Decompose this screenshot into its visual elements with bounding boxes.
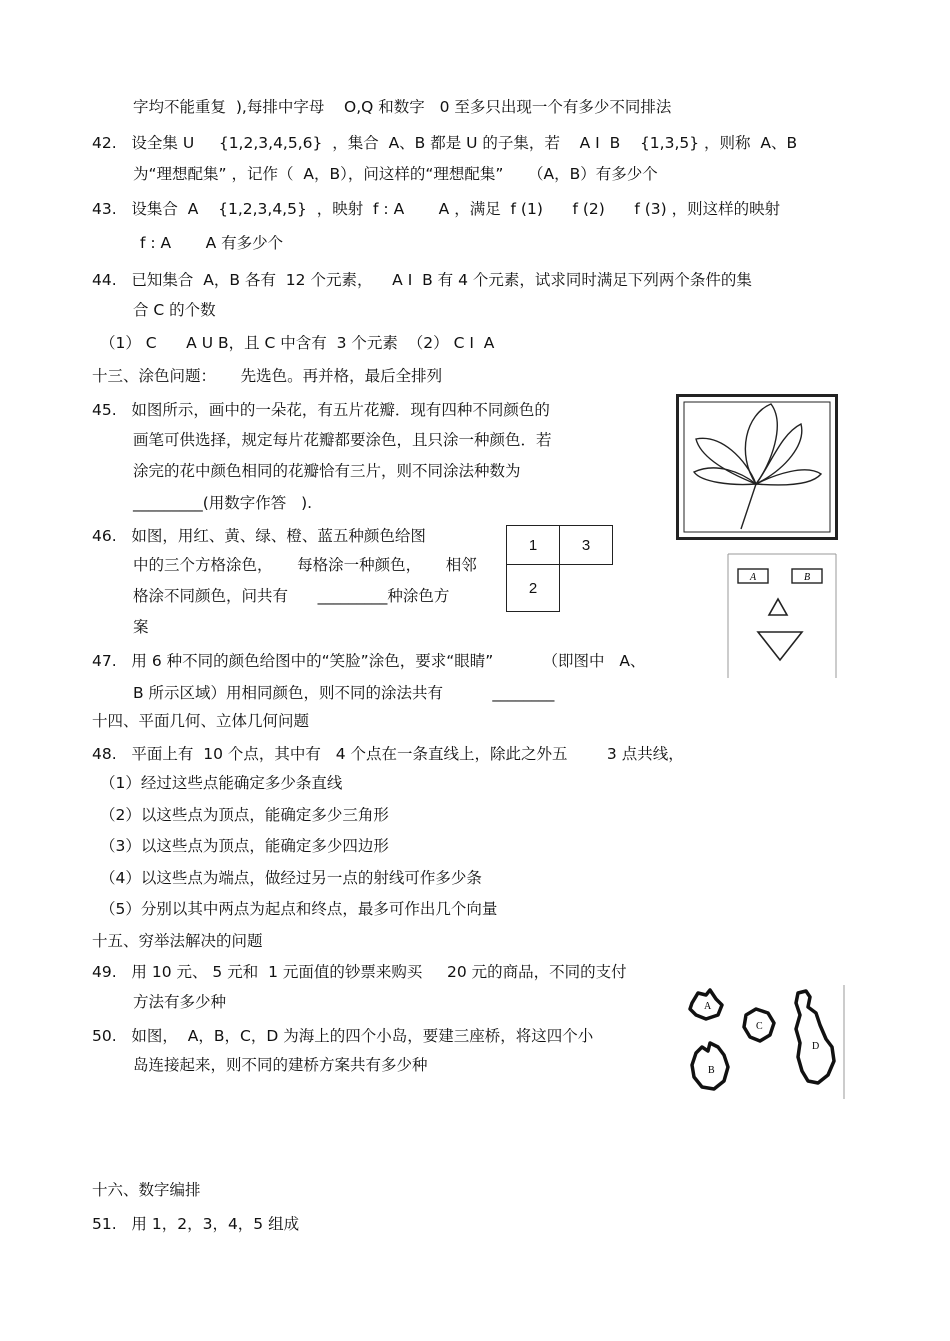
question-48-part1: （1）经过这些点能确定多少条直线 (100, 774, 343, 792)
island-a-label: A (704, 1001, 712, 1012)
question-45-line2: 画笔可供选择，规定每片花瓣都要涂色，且只涂一种颜色．若 (133, 431, 552, 449)
grid-cell: 3 (560, 526, 613, 565)
question-50-cont: 岛连接起来，则不同的建桥方案共有多少种 (133, 1056, 428, 1074)
question-48-part5: （5）分别以其中两点为起点和终点，最多可作出几个向量 (100, 900, 498, 918)
grid-cell: 2 (507, 565, 560, 612)
question-42: 42. 设全集 U {1,2,3,4,5,6} ，集合 A、B 都是 U 的子集，若 A I B {1,3,5} ，则称 A、B (92, 134, 798, 152)
flower-figure (676, 394, 838, 540)
question-46-line2: 中的三个方格涂色， 每格涂一种颜色， 相邻 (133, 556, 477, 574)
question-51: 51. 用 1，2，3，4，5 组成 (92, 1215, 300, 1233)
section-16-heading: 十六、数字编排 (92, 1181, 201, 1199)
question-46-line4: 案 (133, 618, 149, 636)
color-grid-figure (506, 525, 613, 612)
section-13-heading: 十三、涂色问题： 先选色。再并格，最后全排列 (92, 367, 443, 385)
eye-a-label: A (749, 572, 757, 583)
island-b-label: B (708, 1065, 715, 1076)
question-44-conditions: （1） C A U B，且 C 中含有 3 个元素 （2） C I A (100, 334, 495, 352)
text-line: 字均不能重复 ),每排中字母 O,Q 和数字 0 至多只出现一个有多少不同排法 (133, 98, 672, 116)
question-49: 49. 用 10 元、 5 元和 1 元面值的钞票来购买 20 元的商品，不同的支付 (92, 963, 627, 981)
question-45-line3: 涂完的花中颜色相同的花瓣恰有三片，则不同涂法种数为 (133, 462, 521, 480)
question-47-line2: B 所示区域）用相同颜色，则不同的涂法共有 ________ (133, 684, 555, 702)
island-d-label: D (812, 1041, 820, 1052)
question-43-cont: f : A A 有多少个 (140, 234, 284, 252)
nose-triangle (769, 599, 787, 615)
mouth-triangle (758, 632, 802, 660)
section-14-heading: 十四、平面几何、立体几何问题 (92, 712, 310, 730)
grid-cell: 1 (507, 526, 560, 565)
smiley-figure (726, 552, 840, 678)
question-42-cont: 为“理想配集” ，记作（ A，B），问这样的“理想配集” （A，B）有多少个 (133, 165, 658, 183)
island-d (796, 991, 834, 1083)
section-15-heading: 十五、穷举法解决的问题 (92, 932, 263, 950)
stem (741, 484, 756, 529)
petal (756, 470, 821, 485)
eye-b-label: B (803, 572, 811, 583)
question-44-cont: 合 C 的个数 (133, 301, 216, 319)
question-48-part4: （4）以这些点为端点，做经过另一点的射线可作多少条 (100, 869, 482, 887)
islands-figure (686, 985, 846, 1099)
question-46: 46. 如图，用红、黄、绿、橙、蓝五种颜色给图 (92, 527, 426, 545)
question-47: 47. 用 6 种不同的颜色给图中的“笑脸”涂色，要求“眼睛” （即图中 A、 (92, 652, 646, 670)
question-45-line4: _________(用数字作答 ). (133, 494, 313, 512)
question-48-part3: （3）以这些点为顶点，能确定多少四边形 (100, 837, 389, 855)
question-44: 44. 已知集合 A，B 各有 12 个元素， A I B 有 4 个元素，试求同时满足下列两个条件的集 (92, 271, 752, 289)
question-43: 43. 设集合 A {1,2,3,4,5} ，映射 f : A A ，满足 f (1) f (2) f (3) ，则这样的映射 (92, 200, 781, 218)
question-48-part2: （2）以这些点为顶点，能确定多少三角形 (100, 806, 389, 824)
question-48: 48. 平面上有 10 个点，其中有 4 个点在一条直线上，除此之外五 3 点共线， (92, 745, 684, 763)
island-c-label: C (756, 1021, 763, 1032)
question-46-line3: 格涂不同颜色，问共有 _________种涂色方 (133, 587, 450, 605)
question-50: 50. 如图， A，B，C，D 为海上的四个小岛，要建三座桥，将这四个小 (92, 1027, 594, 1045)
question-45: 45. 如图所示，画中的一朵花，有五片花瓣．现有四种不同颜色的 (92, 401, 550, 419)
question-49-cont: 方法有多少种 (133, 993, 227, 1011)
petal (694, 468, 756, 485)
